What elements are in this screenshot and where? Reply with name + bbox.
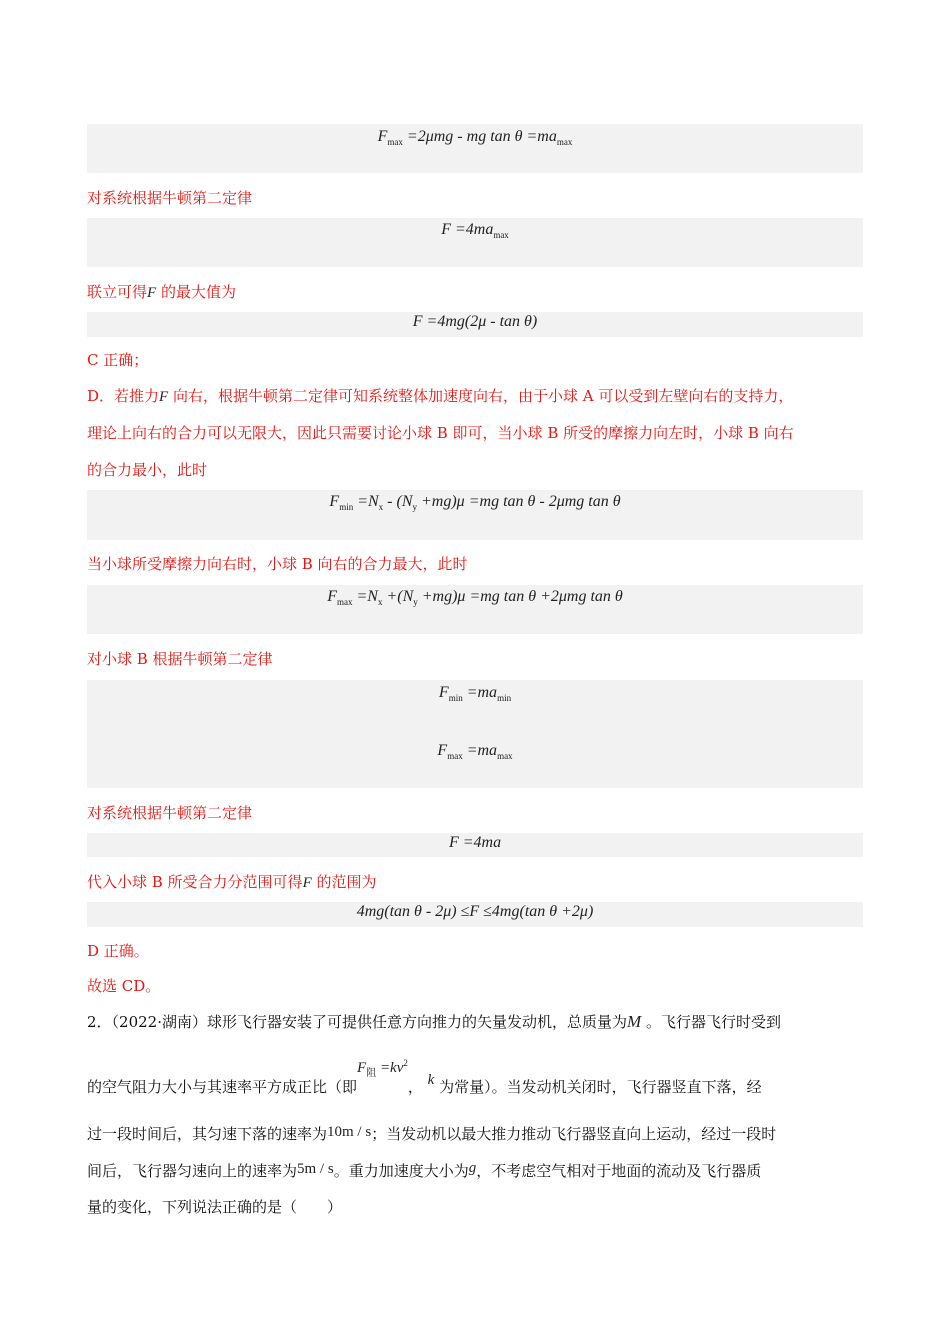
equation-fmax: $F_{max} =N_x +(N_y +mg)\mu =mg$ tan θ +2μmg tan θ <box>327 588 623 607</box>
solution-text: 对小球 B 根据牛顿第二定律 <box>87 650 273 668</box>
equation-box <box>87 218 863 267</box>
equation-box <box>87 833 863 857</box>
equation-box <box>87 902 863 927</box>
solution-text-d-line2: 理论上向右的合力可以无限大，因此只需要讨论小球 B 即可，当小球 B 所受的摩擦力向左时，小球 B 向右 <box>87 424 794 442</box>
solution-text: 对系统根据牛顿第二定律 <box>87 189 253 207</box>
solution-text: 代入小球 B 所受合力分范围可得F 的范围为 <box>87 873 377 891</box>
equation-box <box>87 124 863 173</box>
equation-f-range: 4mg(tan θ - 2μ) ≤F ≤4mg(tan θ +2μ) <box>356 903 594 920</box>
equation-f-max-value: F =4mg(2μ - tan θ) <box>412 313 538 330</box>
equation-fmax-friction: $F_{max} =2\mu mg$ - mg $\tan \theta =ma_{max}$ <box>377 128 573 147</box>
question2-line2: 的空气阻力大小与其速率平方成正比（即$F_阻 =kv^2$， k 为常量）。当发动机关闭时，飞行器竖直下落，经 <box>87 1058 762 1096</box>
solution-answer: 故选 CD。 <box>87 977 161 995</box>
document-page <box>87 0 863 1344</box>
equation-f-4ma: F =4ma <box>448 834 502 851</box>
equation-box <box>87 490 863 540</box>
equation-box <box>87 680 863 788</box>
question2-line1: 2．（2022·湖南）球形飞行器安装了可提供任意方向推力的矢量发动机，总质量为M 。飞行器飞行时受到 <box>87 1012 781 1031</box>
solution-text-d-line3: 的合力最小，此时 <box>87 461 208 479</box>
solution-text: C 正确； <box>87 351 149 369</box>
solution-text: 当小球所受摩擦力向右时，小球 B 向右的合力最大，此时 <box>87 555 468 573</box>
equation-fmax-mamax: $F_{max} =ma_{max}$ <box>437 742 513 761</box>
question2-line3: 过一段时间后，其匀速下落的速率为10m / s；当发动机以最大推力推动飞行器竖直向上运动，经过一段时 <box>87 1124 777 1143</box>
solution-text: D 正确。 <box>87 942 149 960</box>
equation-fmin: $F_{min} =N_x - (N_y +mg)\mu =mg$ tan θ - 2μmg tan θ <box>329 493 621 512</box>
solution-text: 联立可得F 的最大值为 <box>87 283 236 301</box>
question2-line5: 量的变化，下列说法正确的是（ ） <box>87 1198 343 1216</box>
equation-f-4mamax: $F =4ma_{max}$ <box>441 221 509 240</box>
equation-box <box>87 585 863 634</box>
equation-box <box>87 312 863 337</box>
solution-text: 对系统根据牛顿第二定律 <box>87 804 253 822</box>
question2-line4: 间后，飞行器匀速向上的速率为5m / s。重力加速度大小为g，不考虑空气相对于地面的流动及飞行器质 <box>87 1160 762 1180</box>
solution-text-d-line1: D．若推力F 向右，根据牛顿第二定律可知系统整体加速度向右，由于小球 A 可以受到左壁向右的支持力， <box>87 387 794 405</box>
equation-fmin-mamin: $F_{min} =ma_{min}$ <box>438 684 512 703</box>
